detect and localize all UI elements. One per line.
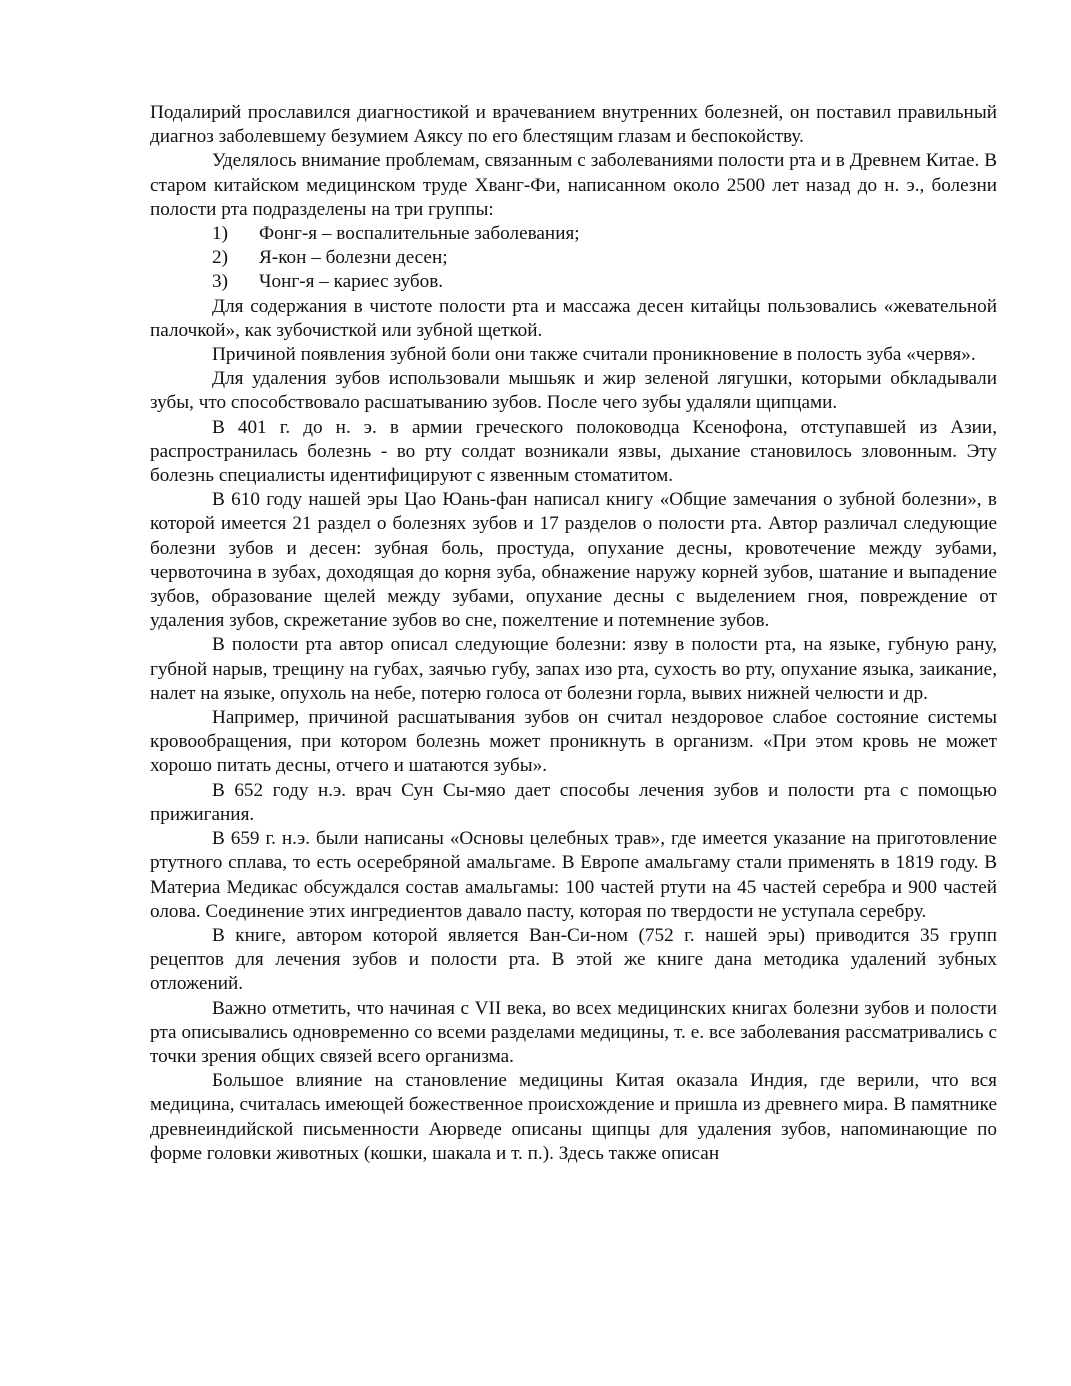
- paragraph: Причиной появления зубной боли они также считали проникновение в полость зуба «червя».: [212, 344, 976, 366]
- paragraph: В 652 году н.э. врач Сун Сы-мяо дает способы лечения зубов и полости рта с помощью прижигания.: [150, 779, 997, 825]
- list-item: [150, 222, 997, 246]
- disease-groups-list: [150, 222, 997, 295]
- list-item: [150, 270, 997, 294]
- list-item: [150, 246, 997, 270]
- list-item-number: 1): [212, 223, 228, 245]
- document-page: [150, 101, 997, 1166]
- paragraph: Например, причиной расшатывания зубов он считал нездоровое слабое состояние системы кровообращения, при котором болезнь может проникнуть в организм. «При этом кровь не может хорошо питать десны, отчего и шатаются зубы».: [150, 707, 997, 777]
- paragraph: В 401 г. до н. э. в армии греческого полоководца Ксенофона, отступавшей из Азии, распространилась болезнь - во рту солдат возникали язвы, дыхание становилось зловонным. Эту болезнь специалисты идентифицируют с язвенным стоматитом.: [150, 416, 997, 487]
- paragraph: В книге, автором которой является Ван-Си-ном (752 г. нашей эры) приводится 35 групп рецептов для лечения зубов и полости рта. В этой же книге дана методика удалений зубных отложений.: [150, 924, 997, 995]
- paragraph: Важно отметить, что начиная с VII века, во всех медицинских книгах болезни зубов и полости рта описывались одновременно со всеми разделами медицины, т. е. все заболевания рассматривались с точки зрения общих связей всего организма.: [150, 997, 997, 1067]
- paragraph-ancient-china: Уделялось внимание проблемам, связанным с заболеваниями полости рта и в Древнем Китае. В старом китайском медицинском труде Хванг-Фи, написанном около 2500 лет назад до н. э., болезни полости рта подразделены на три группы:: [150, 150, 997, 220]
- list-item-text: Чонг-я – кариес зубов.: [259, 271, 444, 293]
- list-item-number: 2): [212, 247, 228, 269]
- paragraph: В 610 году нашей эры Цао Юань-фан написал книгу «Общие замечания о зубной болезни», в которой имеется 21 раздел о болезнях зубов и 17 разделов о полости рта. Автор различал следующие болезни зубов и десен: зубная боль, простуда, опухание десны, кровотечение между зубами, червоточина в зубах, доходящая до корня зуба, обнажение наружу корней зубов, шатание и выпадение зубов, образование щелей между зубами, опухание десны с выделением гноя, повреждение от удаления зубов, скрежетание зубов во сне, пожелтение и потемнение зубов.: [150, 489, 997, 632]
- paragraph: Для удаления зубов использовали мышьяк и жир зеленой лягушки, которыми обкладывали зубы, что способствовало расшатыванию зубов. После чего зубы удаляли щипцами.: [150, 368, 997, 414]
- paragraph: В полости рта автор описал следующие болезни: язву в полости рта, на языке, губную рану, губной нарыв, трещину на губах, заячью губу, запах изо рта, сухость во рту, опухание языка, заикание, налет на языке, опухоль на небе, потерю голоса от болезни горла, вывих нижней челюсти и др.: [150, 634, 997, 704]
- list-item-text: Фонг-я – воспалительные заболевания;: [259, 223, 580, 245]
- list-item-number: 3): [212, 271, 228, 293]
- paragraph: Для содержания в чистоте полости рта и массажа десен китайцы пользовались «жевательной палочкой», как зубочисткой или зубной щеткой.: [150, 295, 997, 341]
- paragraph-podaliriy: Подалирий прославился диагностикой и врачеванием внутренних болезней, он поставил правильный диагноз заболевшему безумием Аяксу по его блестящим глазам и беспокойству.: [150, 102, 997, 148]
- paragraph: Большое влияние на становление медицины Китая оказала Индия, где верили, что вся медицина, считалась имеющей божественное происхождение и пришла из древнего мира. В памятнике древнеиндийской письменности Аюрведе описаны щипцы для удаления зубов, напоминающие по форме головки животных (кошки, шакала и т. п.). Здесь также описан: [150, 1070, 997, 1164]
- paragraph: В 659 г. н.э. были написаны «Основы целебных трав», где имеется указание на приготовление ртутного сплава, то есть осеребряной амальгаме. В Европе амальгаму стали применять в 1819 году. В Материа Медикас обсуждался состав амальгамы: 100 частей ртути на 45 частей серебра и 900 частей олова. Соединение этих ингредиентов давало пасту, которая по твердости не уступала серебру.: [150, 828, 997, 922]
- list-item-text: Я-кон – болезни десен;: [259, 247, 448, 269]
